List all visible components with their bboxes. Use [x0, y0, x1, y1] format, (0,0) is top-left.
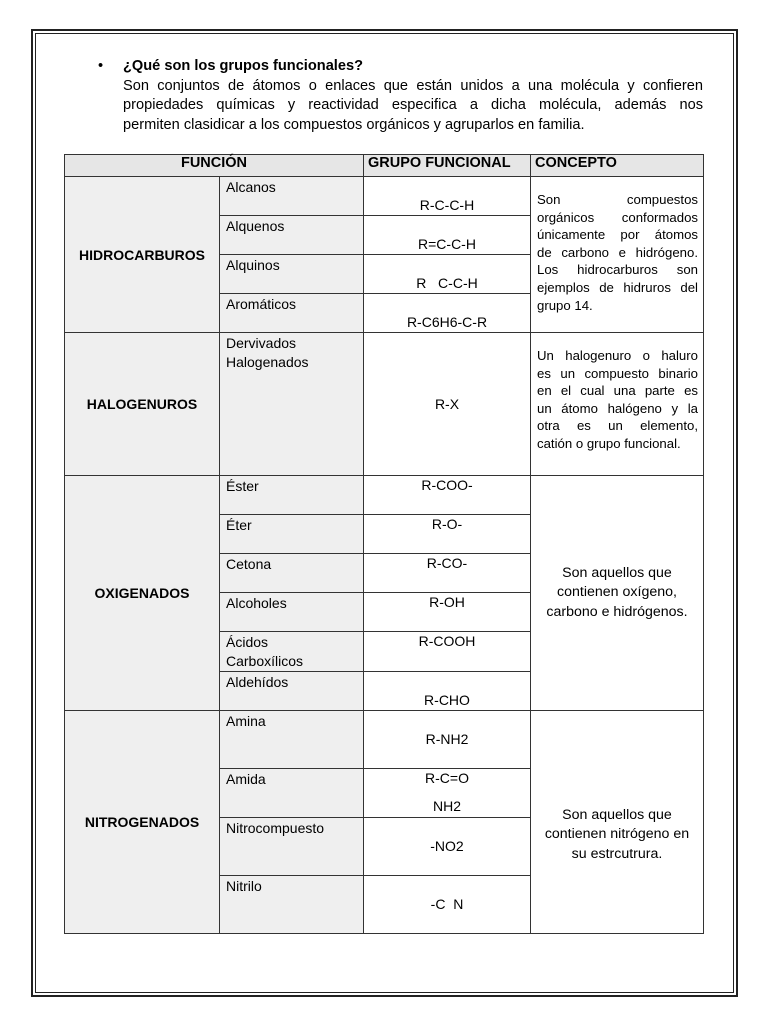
group-cell: R-CHO: [364, 672, 531, 711]
concept-line: su estrcutrura.: [571, 845, 663, 862]
concept-line: otra es un elemento,: [537, 418, 698, 434]
header-funcion: FUNCIÓN: [65, 155, 364, 177]
subtype-cell: Aromáticos: [220, 294, 364, 333]
concept-line: Son aquellos que: [562, 806, 672, 823]
subtype-cell: [220, 632, 364, 672]
group-cell: R-COO-: [364, 476, 531, 515]
concept-line: de carbono e hidrógeno.: [537, 244, 698, 260]
group-cell: R-C6H6-C-R: [364, 294, 531, 333]
table-row: [65, 711, 704, 769]
group-cell: [364, 769, 531, 818]
intro-line: Son conjuntos de átomos o enlaces que están unidos a una molécula y confieren: [123, 77, 703, 94]
concept-line: carbono e hidrógenos.: [546, 603, 688, 620]
concept-line: es un compuesto binario: [537, 365, 698, 381]
subtype-cell: Nitrocompuesto: [220, 818, 364, 876]
group-cell: R-CO-: [364, 554, 531, 593]
function-halogenuros: HALOGENUROS: [65, 333, 220, 476]
subtype-cell: Amida: [220, 769, 364, 818]
group-line: NH2: [432, 798, 461, 814]
subtype-line: Halogenados: [226, 354, 309, 370]
group-cell: -NO2: [364, 818, 531, 876]
group-cell: R-OH: [364, 593, 531, 632]
subtype-cell: Éster: [220, 476, 364, 515]
table-row: [65, 333, 704, 476]
subtype-line: Dervivados: [226, 335, 297, 351]
function-nitrogenados: NITROGENADOS: [65, 711, 220, 934]
group-cell: R-C-C-H: [364, 177, 531, 216]
concept-line: contienen oxígeno,: [557, 584, 677, 601]
group-cell: R-NH2: [364, 711, 531, 769]
concept-line: Un halogenuro o haluro: [537, 348, 698, 363]
table-row: [65, 476, 704, 515]
subtype-cell: Aldehídos: [220, 672, 364, 711]
function-oxigenados: OXIGENADOS: [65, 476, 220, 711]
subtype-line: Carboxílicos: [226, 653, 304, 669]
concept-line: Son aquellos que: [562, 564, 672, 581]
subtype-line: Ácidos: [226, 634, 269, 650]
subtype-cell: Alquenos: [220, 216, 364, 255]
concept-line: Son compuestos: [537, 192, 698, 207]
subtype-cell: [220, 333, 364, 476]
group-cell: R-X: [364, 333, 531, 476]
header-grupo-funcional: GRUPO FUNCIONAL: [364, 155, 531, 177]
concept-oxigenados: [531, 476, 704, 711]
group-cell: R-COOH: [364, 632, 531, 672]
subtype-cell: Amina: [220, 711, 364, 769]
concept-line: grupo 14.: [537, 297, 593, 313]
group-cell: R C-C-H: [364, 255, 531, 294]
concept-line: únicamente por átomos: [537, 227, 698, 243]
question-heading: ¿Qué son los grupos funcionales?: [123, 58, 364, 74]
concept-line: contienen nitrógeno en: [544, 826, 690, 843]
table-row: [65, 177, 704, 216]
group-cell: R=C-C-H: [364, 216, 531, 255]
group-cell: R-O-: [364, 515, 531, 554]
concept-hidrocarburos: [531, 177, 704, 333]
concept-nitrogenados: [531, 711, 704, 934]
intro-line: propiedades químicas y reactividad especifica a dicha molécula, además nos: [123, 97, 703, 113]
subtype-cell: Alcanos: [220, 177, 364, 216]
intro-paragraph: [123, 77, 703, 136]
concept-line: ejemplos de hidruros del: [537, 279, 698, 295]
concept-line: en el cual una parte es: [537, 383, 698, 399]
subtype-cell: Alquinos: [220, 255, 364, 294]
concept-line: Los hidrocarburos son: [537, 262, 698, 278]
subtype-cell: Alcoholes: [220, 593, 364, 632]
subtype-cell: Nitrilo: [220, 876, 364, 934]
subtype-cell: Éter: [220, 515, 364, 554]
group-line: R-C=O: [425, 770, 469, 786]
table-header-row: [65, 155, 704, 177]
concept-line: orgánicos conformados: [537, 209, 698, 225]
subtype-cell: Cetona: [220, 554, 364, 593]
group-cell: -C N: [364, 876, 531, 934]
intro-line: permiten clasidicar a los compuestos orgánicos y agruparlos en familia.: [123, 116, 585, 133]
function-hidrocarburos: HIDROCARBUROS: [65, 177, 220, 333]
concept-line: un átomo halógeno y la: [537, 400, 698, 416]
header-concepto: CONCEPTO: [531, 155, 704, 177]
functional-groups-table: [64, 154, 704, 934]
concept-halogenuros: [531, 333, 704, 476]
concept-line: catión o grupo funcional.: [537, 435, 681, 451]
bullet: •: [98, 58, 104, 74]
